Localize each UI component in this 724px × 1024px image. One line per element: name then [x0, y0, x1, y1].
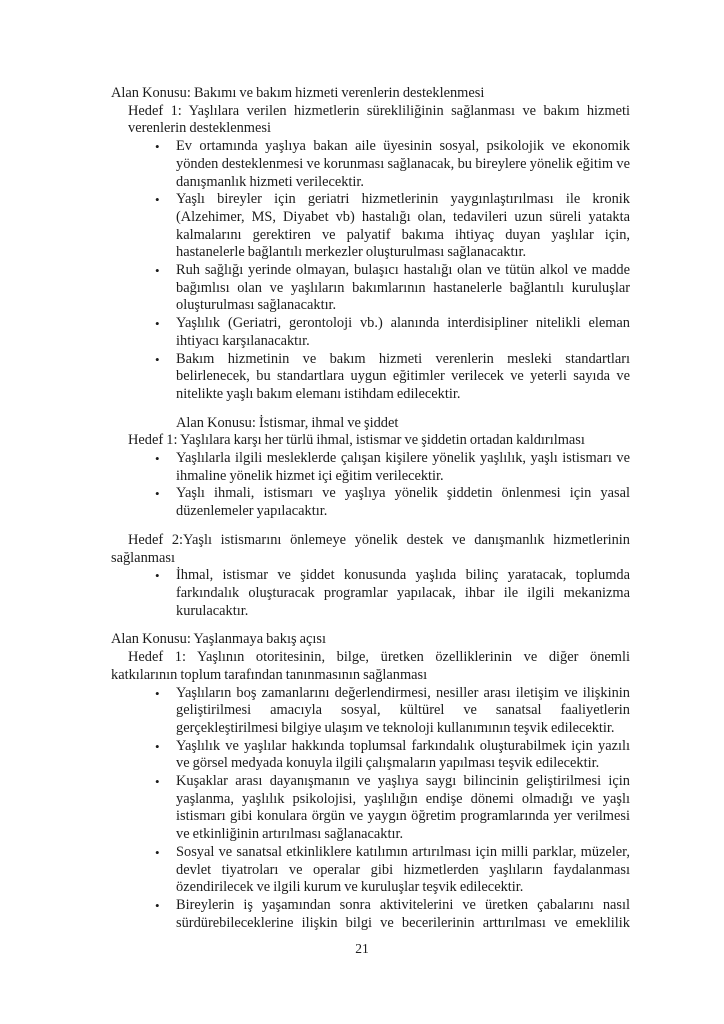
spacer [111, 521, 630, 532]
text-line: Hedef 1: Yaşlının otoritesinin, bilge, üretken özelliklerinin ve diğer önemli [128, 649, 630, 666]
bullet-item [111, 738, 630, 773]
text-line: • Bakım hizmetinin ve bakım hizmeti verenlerin mesleki standartları [155, 350, 630, 367]
goal-paragraph [111, 649, 630, 684]
text-line: Alan Konusu: Bakımı ve bakım hizmeti verenlerin desteklenmesi [111, 85, 485, 101]
text-line: sürdürebileceklerine ilişkin bilgi ve becerilerinin arttırılması ve emeklilik [176, 914, 630, 931]
text-line: • Yaşlılarla ilgili mesleklerde çalışan kişilere yönelik yaşlılık, yaşlı istismarı ve [155, 450, 630, 467]
text-line: geliştirilmesi amacıyla sosyal, kültürel ve sanatsal faaliyetlerin [176, 702, 630, 719]
bullet-icon: • [155, 774, 160, 790]
text-line: ve görsel medyada konuyla ilgili çalışmaların yapılması teşvik edilecektir. [176, 755, 600, 772]
text-line: oluşturulması sağlanacaktır. [176, 297, 337, 314]
bullet-item [111, 138, 630, 191]
bullet-item [111, 351, 630, 404]
text-line: nitelikte yaşlı bakım elemanı istihdam edilecektir. [176, 385, 461, 402]
bullet-item [111, 773, 630, 844]
section-heading [111, 415, 630, 433]
text-line: • Yaşlıların boş zamanlarını değerlendirmesi, nesiller arası iletişim ve ilişkinin [155, 684, 630, 701]
bullet-icon: • [155, 192, 160, 208]
bullet-item [111, 685, 630, 738]
text-line: özendirilecek ve ilgili kurum ve kuruluşlar teşvik edilecektir. [176, 879, 524, 896]
bullet-item [111, 315, 630, 350]
text-line: gerçekleştirilmesi bilgiye ulaşım ve teknoloji kullanımının teşvik edilecektir. [176, 719, 615, 736]
bullet-item [111, 897, 630, 932]
section-heading [111, 85, 630, 103]
text-line: • Yaşlı bireyler için geriatri hizmetlerinin yaygınlaştırılması ile kronik [155, 191, 630, 208]
bullet-icon: • [155, 738, 160, 754]
bullet-icon: • [155, 568, 160, 584]
text-line: yaşlanma, yaşlılık psikolojisi, yaşlılığın endişe dönemi olmadığı ve yaşlı [176, 790, 630, 807]
text-line: farkındalık oluşturacak programlar yapılacak, ihbar ile ilgili mekanizma [176, 584, 630, 601]
text-line: ve etkinliğinin artırılması sağlanacaktır. [176, 826, 404, 843]
text-line: danışmanlık hizmeti verilecektir. [176, 173, 365, 190]
text-line: • İhmal, istismar ve şiddet konusunda yaşlıda bilinç yaratacak, toplumda [155, 567, 630, 584]
bullet-icon: • [155, 685, 160, 701]
spacer [111, 404, 630, 415]
bullet-item [111, 191, 630, 262]
bullet-item [111, 450, 630, 485]
page-number: 21 [355, 941, 369, 956]
text-line: • Yaşlılık (Geriatri, gerontoloji vb.) alanında interdisipliner nitelikli eleman [155, 315, 630, 332]
bullet-icon: • [155, 263, 160, 279]
bullet-icon: • [155, 351, 160, 367]
bullet-icon: • [155, 897, 160, 913]
text-line: kalmalarını gerektiren ve palyatif bakıma ihtiyaç duyan yaşlılar için, [176, 226, 630, 243]
text-line: istismarı gibi konulara örgün ve yaygın öğretim programlarında yer verilmesi [176, 808, 630, 825]
text-line: kurulacaktır. [176, 602, 249, 619]
bullet-item [111, 844, 630, 897]
text-line: • Sosyal ve sanatsal etkinliklere katılımın artırılması için milli parklar, müzeler, [155, 843, 630, 860]
text-line: devlet tiyatroları ve operalar gibi hizmetlerden yaşlıların faydalanması [176, 861, 630, 878]
text-line: • Ruh sağlığı yerinde olmayan, bulaşıcı hastalığı olan ve tütün alkol ve madde [155, 262, 630, 279]
text-line: Alan Konusu: İstismar, ihmal ve şiddet [176, 414, 399, 431]
bullet-icon: • [155, 451, 160, 467]
text-line: hastanelerle bağlantılı merkezler oluşturulması sağlanacaktır. [176, 244, 527, 261]
text-line: sağlanması [111, 549, 175, 566]
text-line: ihtiyacı karşılanacaktır. [176, 332, 310, 349]
text-line: ihmaline yönelik hizmet içi eğitim verilecektir. [176, 467, 444, 484]
goal-paragraph [111, 432, 630, 450]
bullet-icon: • [155, 139, 160, 155]
text-line: • Bireylerin iş yaşamından sonra aktivitelerini ve üretken çabalarını nasıl [155, 896, 630, 913]
bullet-item [111, 485, 630, 520]
text-line: belirlenecek, bu standartlara uygun eğitimler verilecek ve yeterli sayıda ve [176, 368, 630, 385]
text-line: • Yaşlılık ve yaşlılar hakkında toplumsal farkındalık oluşturabilmek için yazılı [155, 737, 630, 754]
document-content [111, 85, 630, 932]
text-line: Hedef 2:Yaşlı istismarını önlemeye yönelik destek ve danışmanlık hizmetlerinin [128, 531, 630, 548]
text-line: Hedef 1: Yaşlılara karşı her türlü ihmal, istismar ve şiddetin ortadan kaldırılması [128, 432, 585, 449]
text-line: katkılarının toplum tarafından tanınmasının sağlanması [111, 666, 428, 683]
bullet-item [111, 262, 630, 315]
text-line: • Yaşlı ihmali, istismarı ve yaşlıya yönelik şiddetin önlenmesi için yasal [155, 485, 630, 502]
text-line: yönden desteklenmesi ve korunması sağlanacak, bu bireylere yönelik eğitim ve [176, 155, 630, 172]
spacer [111, 620, 630, 631]
bullet-item [111, 567, 630, 620]
section-heading [111, 631, 630, 649]
text-line: düzenlemeler yapılacaktır. [176, 503, 328, 520]
text-line: Alan Konusu: Yaşlanmaya bakış açısı [111, 631, 327, 648]
text-line: (Alzehimer, MS, Diyabet vb) hastalığı olan, tedavileri uzun süreli yatakta [176, 208, 630, 225]
text-line: bağımlısı olan ve yaşlıların bakımlarının hastanelerle bağlantılı kuruluşlar [176, 279, 630, 296]
text-line: verenlerin desteklenmesi [128, 120, 271, 137]
bullet-icon: • [155, 486, 160, 502]
bullet-icon: • [155, 316, 160, 332]
text-line: • Kuşaklar arası dayanışmanın ve yaşlıya saygı bilincinin geliştirilmesi için [155, 773, 630, 790]
goal-paragraph [111, 532, 630, 567]
bullet-icon: • [155, 844, 160, 860]
goal-paragraph [111, 103, 630, 138]
text-line: Hedef 1: Yaşlılara verilen hizmetlerin sürekliliğinin sağlanması ve bakım hizmeti [128, 102, 630, 119]
text-line: • Ev ortamında yaşlıya bakan aile üyesinin sosyal, psikolojik ve ekonomik [155, 138, 630, 155]
